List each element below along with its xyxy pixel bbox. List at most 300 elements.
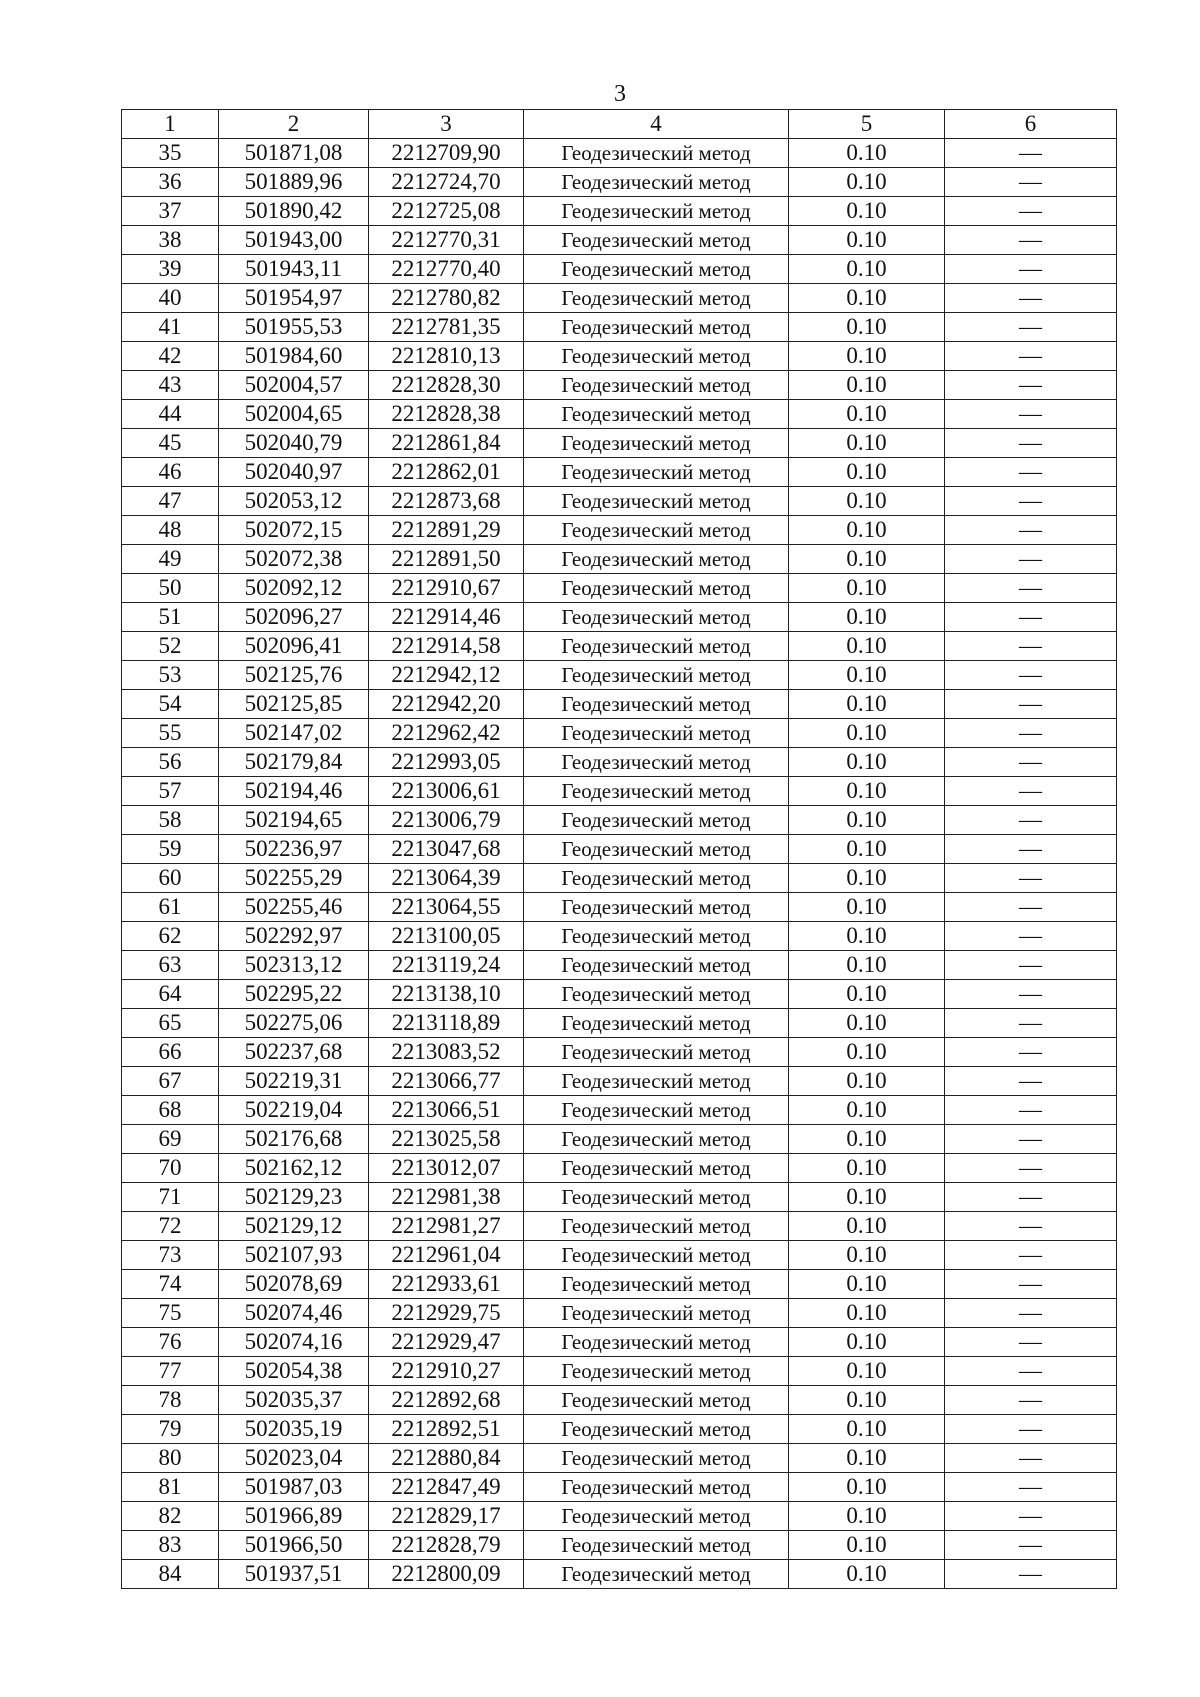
table-row bbox=[122, 1096, 1117, 1125]
cell-accuracy: 0.10 bbox=[789, 748, 945, 777]
cell-description: — bbox=[945, 574, 1117, 603]
cell-coord-x: 502179,84 bbox=[219, 748, 369, 777]
table-row bbox=[122, 574, 1117, 603]
cell-coord-y: 2213006,61 bbox=[369, 777, 524, 806]
cell-accuracy: 0.10 bbox=[789, 951, 945, 980]
cell-method: Геодезический метод bbox=[524, 719, 789, 748]
cell-coord-y: 2212891,50 bbox=[369, 545, 524, 574]
cell-point-number: 43 bbox=[122, 371, 219, 400]
cell-coord-x: 502162,12 bbox=[219, 1154, 369, 1183]
cell-accuracy: 0.10 bbox=[789, 371, 945, 400]
cell-point-number: 77 bbox=[122, 1357, 219, 1386]
header-cell-5: 5 bbox=[789, 110, 945, 139]
cell-description: — bbox=[945, 1241, 1117, 1270]
cell-coord-x: 502023,04 bbox=[219, 1444, 369, 1473]
cell-description: — bbox=[945, 1270, 1117, 1299]
cell-coord-y: 2213006,79 bbox=[369, 806, 524, 835]
table-row bbox=[122, 1415, 1117, 1444]
table-row bbox=[122, 371, 1117, 400]
cell-coord-y: 2212709,90 bbox=[369, 139, 524, 168]
cell-point-number: 53 bbox=[122, 661, 219, 690]
cell-coord-y: 2212862,01 bbox=[369, 458, 524, 487]
table-row bbox=[122, 1154, 1117, 1183]
cell-point-number: 37 bbox=[122, 197, 219, 226]
table-row bbox=[122, 313, 1117, 342]
table-row bbox=[122, 661, 1117, 690]
table-row bbox=[122, 1328, 1117, 1357]
cell-accuracy: 0.10 bbox=[789, 458, 945, 487]
cell-method: Геодезический метод bbox=[524, 1560, 789, 1589]
cell-coord-x: 502219,31 bbox=[219, 1067, 369, 1096]
cell-coord-x: 502236,97 bbox=[219, 835, 369, 864]
cell-accuracy: 0.10 bbox=[789, 719, 945, 748]
cell-accuracy: 0.10 bbox=[789, 661, 945, 690]
table-row bbox=[122, 1009, 1117, 1038]
cell-method: Геодезический метод bbox=[524, 1038, 789, 1067]
cell-point-number: 40 bbox=[122, 284, 219, 313]
table-row bbox=[122, 1038, 1117, 1067]
cell-method: Геодезический метод bbox=[524, 1009, 789, 1038]
cell-accuracy: 0.10 bbox=[789, 864, 945, 893]
table-row bbox=[122, 226, 1117, 255]
cell-point-number: 48 bbox=[122, 516, 219, 545]
cell-description: — bbox=[945, 603, 1117, 632]
cell-coord-x: 501987,03 bbox=[219, 1473, 369, 1502]
cell-point-number: 81 bbox=[122, 1473, 219, 1502]
cell-coord-x: 502275,06 bbox=[219, 1009, 369, 1038]
cell-method: Геодезический метод bbox=[524, 255, 789, 284]
cell-description: — bbox=[945, 1125, 1117, 1154]
cell-coord-x: 502072,15 bbox=[219, 516, 369, 545]
cell-accuracy: 0.10 bbox=[789, 1067, 945, 1096]
table-row bbox=[122, 835, 1117, 864]
cell-coord-x: 502176,68 bbox=[219, 1125, 369, 1154]
cell-description: — bbox=[945, 1357, 1117, 1386]
cell-accuracy: 0.10 bbox=[789, 1183, 945, 1212]
cell-coord-y: 2212781,35 bbox=[369, 313, 524, 342]
cell-method: Геодезический метод bbox=[524, 951, 789, 980]
table-row bbox=[122, 1212, 1117, 1241]
cell-method: Геодезический метод bbox=[524, 690, 789, 719]
cell-accuracy: 0.10 bbox=[789, 806, 945, 835]
cell-method: Геодезический метод bbox=[524, 632, 789, 661]
cell-description: — bbox=[945, 1531, 1117, 1560]
cell-description: — bbox=[945, 255, 1117, 284]
cell-coord-y: 2212891,29 bbox=[369, 516, 524, 545]
cell-coord-y: 2212933,61 bbox=[369, 1270, 524, 1299]
cell-method: Геодезический метод bbox=[524, 516, 789, 545]
table-row bbox=[122, 1270, 1117, 1299]
cell-accuracy: 0.10 bbox=[789, 139, 945, 168]
cell-point-number: 61 bbox=[122, 893, 219, 922]
cell-coord-y: 2212942,20 bbox=[369, 690, 524, 719]
cell-coord-x: 502237,68 bbox=[219, 1038, 369, 1067]
cell-method: Геодезический метод bbox=[524, 168, 789, 197]
table-row bbox=[122, 980, 1117, 1009]
table-row bbox=[122, 951, 1117, 980]
cell-coord-y: 2213012,07 bbox=[369, 1154, 524, 1183]
cell-point-number: 83 bbox=[122, 1531, 219, 1560]
cell-coord-y: 2212892,51 bbox=[369, 1415, 524, 1444]
cell-description: — bbox=[945, 1473, 1117, 1502]
cell-method: Геодезический метод bbox=[524, 806, 789, 835]
table-row bbox=[122, 1444, 1117, 1473]
cell-description: — bbox=[945, 1009, 1117, 1038]
cell-point-number: 70 bbox=[122, 1154, 219, 1183]
cell-coord-x: 502074,16 bbox=[219, 1328, 369, 1357]
cell-coord-y: 2212942,12 bbox=[369, 661, 524, 690]
cell-coord-x: 502194,65 bbox=[219, 806, 369, 835]
cell-description: — bbox=[945, 458, 1117, 487]
cell-method: Геодезический метод bbox=[524, 574, 789, 603]
table-row bbox=[122, 777, 1117, 806]
table-row bbox=[122, 1502, 1117, 1531]
cell-description: — bbox=[945, 1386, 1117, 1415]
table-row bbox=[122, 1560, 1117, 1589]
cell-point-number: 56 bbox=[122, 748, 219, 777]
table-row bbox=[122, 400, 1117, 429]
cell-coord-y: 2212981,27 bbox=[369, 1212, 524, 1241]
cell-coord-x: 501984,60 bbox=[219, 342, 369, 371]
table-row bbox=[122, 690, 1117, 719]
cell-method: Геодезический метод bbox=[524, 197, 789, 226]
page-number: 3 bbox=[614, 81, 626, 107]
cell-point-number: 66 bbox=[122, 1038, 219, 1067]
cell-point-number: 45 bbox=[122, 429, 219, 458]
cell-coord-x: 502092,12 bbox=[219, 574, 369, 603]
cell-point-number: 55 bbox=[122, 719, 219, 748]
cell-coord-x: 501966,89 bbox=[219, 1502, 369, 1531]
cell-accuracy: 0.10 bbox=[789, 922, 945, 951]
cell-coord-y: 2212914,58 bbox=[369, 632, 524, 661]
cell-coord-y: 2213083,52 bbox=[369, 1038, 524, 1067]
cell-coord-y: 2212780,82 bbox=[369, 284, 524, 313]
cell-coord-y: 2212880,84 bbox=[369, 1444, 524, 1473]
cell-accuracy: 0.10 bbox=[789, 487, 945, 516]
cell-description: — bbox=[945, 487, 1117, 516]
cell-method: Геодезический метод bbox=[524, 1502, 789, 1531]
cell-point-number: 76 bbox=[122, 1328, 219, 1357]
cell-point-number: 47 bbox=[122, 487, 219, 516]
cell-method: Геодезический метод bbox=[524, 893, 789, 922]
cell-coord-x: 502040,79 bbox=[219, 429, 369, 458]
cell-accuracy: 0.10 bbox=[789, 1560, 945, 1589]
cell-coord-y: 2212828,79 bbox=[369, 1531, 524, 1560]
table-row bbox=[122, 1299, 1117, 1328]
cell-coord-x: 502072,38 bbox=[219, 545, 369, 574]
cell-description: — bbox=[945, 1212, 1117, 1241]
cell-coord-y: 2212724,70 bbox=[369, 168, 524, 197]
cell-description: — bbox=[945, 516, 1117, 545]
cell-point-number: 46 bbox=[122, 458, 219, 487]
table-row bbox=[122, 1125, 1117, 1154]
cell-coord-x: 501889,96 bbox=[219, 168, 369, 197]
table-row bbox=[122, 893, 1117, 922]
cell-coord-x: 502313,12 bbox=[219, 951, 369, 980]
cell-point-number: 78 bbox=[122, 1386, 219, 1415]
cell-accuracy: 0.10 bbox=[789, 284, 945, 313]
cell-method: Геодезический метод bbox=[524, 1328, 789, 1357]
cell-accuracy: 0.10 bbox=[789, 632, 945, 661]
cell-point-number: 74 bbox=[122, 1270, 219, 1299]
cell-description: — bbox=[945, 400, 1117, 429]
table-row bbox=[122, 516, 1117, 545]
header-cell-1: 1 bbox=[122, 110, 219, 139]
cell-coord-y: 2212910,27 bbox=[369, 1357, 524, 1386]
cell-coord-x: 502129,12 bbox=[219, 1212, 369, 1241]
cell-coord-y: 2212725,08 bbox=[369, 197, 524, 226]
table-row bbox=[122, 255, 1117, 284]
table-row bbox=[122, 922, 1117, 951]
table-row bbox=[122, 603, 1117, 632]
cell-coord-y: 2212892,68 bbox=[369, 1386, 524, 1415]
table-row bbox=[122, 284, 1117, 313]
table-row bbox=[122, 748, 1117, 777]
cell-method: Геодезический метод bbox=[524, 1444, 789, 1473]
cell-description: — bbox=[945, 1560, 1117, 1589]
cell-description: — bbox=[945, 429, 1117, 458]
cell-coord-x: 502096,41 bbox=[219, 632, 369, 661]
cell-accuracy: 0.10 bbox=[789, 1473, 945, 1502]
cell-coord-x: 502004,65 bbox=[219, 400, 369, 429]
cell-coord-x: 502078,69 bbox=[219, 1270, 369, 1299]
cell-point-number: 58 bbox=[122, 806, 219, 835]
cell-coord-x: 502040,97 bbox=[219, 458, 369, 487]
cell-method: Геодезический метод bbox=[524, 748, 789, 777]
cell-method: Геодезический метод bbox=[524, 1212, 789, 1241]
cell-accuracy: 0.10 bbox=[789, 1212, 945, 1241]
coordinates-table bbox=[121, 109, 1117, 1589]
cell-accuracy: 0.10 bbox=[789, 1038, 945, 1067]
cell-method: Геодезический метод bbox=[524, 284, 789, 313]
cell-method: Геодезический метод bbox=[524, 400, 789, 429]
cell-coord-y: 2213138,10 bbox=[369, 980, 524, 1009]
cell-accuracy: 0.10 bbox=[789, 1241, 945, 1270]
cell-point-number: 54 bbox=[122, 690, 219, 719]
table-row bbox=[122, 139, 1117, 168]
cell-method: Геодезический метод bbox=[524, 603, 789, 632]
cell-description: — bbox=[945, 951, 1117, 980]
cell-coord-y: 2213047,68 bbox=[369, 835, 524, 864]
cell-method: Геодезический метод bbox=[524, 980, 789, 1009]
cell-description: — bbox=[945, 284, 1117, 313]
cell-point-number: 36 bbox=[122, 168, 219, 197]
cell-coord-x: 502194,46 bbox=[219, 777, 369, 806]
cell-point-number: 67 bbox=[122, 1067, 219, 1096]
cell-coord-x: 502004,57 bbox=[219, 371, 369, 400]
cell-description: — bbox=[945, 806, 1117, 835]
cell-accuracy: 0.10 bbox=[789, 603, 945, 632]
cell-coord-x: 501955,53 bbox=[219, 313, 369, 342]
cell-point-number: 80 bbox=[122, 1444, 219, 1473]
cell-accuracy: 0.10 bbox=[789, 1154, 945, 1183]
cell-description: — bbox=[945, 835, 1117, 864]
cell-coord-x: 502054,38 bbox=[219, 1357, 369, 1386]
cell-coord-y: 2212962,42 bbox=[369, 719, 524, 748]
cell-coord-y: 2212961,04 bbox=[369, 1241, 524, 1270]
table-row bbox=[122, 1241, 1117, 1270]
cell-description: — bbox=[945, 1154, 1117, 1183]
cell-accuracy: 0.10 bbox=[789, 893, 945, 922]
table-row bbox=[122, 1357, 1117, 1386]
cell-accuracy: 0.10 bbox=[789, 777, 945, 806]
cell-description: — bbox=[945, 748, 1117, 777]
cell-method: Геодезический метод bbox=[524, 777, 789, 806]
cell-coord-x: 502255,29 bbox=[219, 864, 369, 893]
cell-description: — bbox=[945, 1415, 1117, 1444]
cell-method: Геодезический метод bbox=[524, 1154, 789, 1183]
cell-coord-x: 501937,51 bbox=[219, 1560, 369, 1589]
cell-description: — bbox=[945, 980, 1117, 1009]
cell-coord-y: 2212800,09 bbox=[369, 1560, 524, 1589]
table-row bbox=[122, 864, 1117, 893]
cell-coord-y: 2212847,49 bbox=[369, 1473, 524, 1502]
cell-method: Геодезический метод bbox=[524, 487, 789, 516]
cell-description: — bbox=[945, 690, 1117, 719]
cell-method: Геодезический метод bbox=[524, 1386, 789, 1415]
cell-description: — bbox=[945, 922, 1117, 951]
cell-accuracy: 0.10 bbox=[789, 1386, 945, 1415]
cell-coord-y: 2212770,31 bbox=[369, 226, 524, 255]
cell-point-number: 75 bbox=[122, 1299, 219, 1328]
header-cell-6: 6 bbox=[945, 110, 1117, 139]
cell-method: Геодезический метод bbox=[524, 342, 789, 371]
cell-coord-y: 2212981,38 bbox=[369, 1183, 524, 1212]
cell-method: Геодезический метод bbox=[524, 922, 789, 951]
cell-accuracy: 0.10 bbox=[789, 1299, 945, 1328]
table-body bbox=[122, 139, 1117, 1589]
cell-coord-x: 502035,37 bbox=[219, 1386, 369, 1415]
cell-point-number: 82 bbox=[122, 1502, 219, 1531]
cell-method: Геодезический метод bbox=[524, 313, 789, 342]
cell-point-number: 52 bbox=[122, 632, 219, 661]
cell-coord-y: 2212873,68 bbox=[369, 487, 524, 516]
cell-description: — bbox=[945, 226, 1117, 255]
cell-method: Геодезический метод bbox=[524, 1241, 789, 1270]
cell-coord-y: 2213066,77 bbox=[369, 1067, 524, 1096]
table-row bbox=[122, 1386, 1117, 1415]
cell-description: — bbox=[945, 139, 1117, 168]
cell-coord-x: 502147,02 bbox=[219, 719, 369, 748]
cell-coord-y: 2213064,55 bbox=[369, 893, 524, 922]
cell-coord-x: 502107,93 bbox=[219, 1241, 369, 1270]
cell-coord-y: 2212929,47 bbox=[369, 1328, 524, 1357]
cell-coord-x: 501890,42 bbox=[219, 197, 369, 226]
cell-coord-y: 2213066,51 bbox=[369, 1096, 524, 1125]
cell-point-number: 60 bbox=[122, 864, 219, 893]
cell-accuracy: 0.10 bbox=[789, 690, 945, 719]
cell-point-number: 62 bbox=[122, 922, 219, 951]
cell-coord-y: 2213119,24 bbox=[369, 951, 524, 980]
cell-coord-x: 502129,23 bbox=[219, 1183, 369, 1212]
cell-coord-x: 501943,11 bbox=[219, 255, 369, 284]
header-cell-2: 2 bbox=[219, 110, 369, 139]
cell-coord-y: 2212828,30 bbox=[369, 371, 524, 400]
cell-accuracy: 0.10 bbox=[789, 197, 945, 226]
cell-coord-y: 2212993,05 bbox=[369, 748, 524, 777]
cell-description: — bbox=[945, 1096, 1117, 1125]
cell-accuracy: 0.10 bbox=[789, 1444, 945, 1473]
cell-description: — bbox=[945, 1038, 1117, 1067]
cell-accuracy: 0.10 bbox=[789, 1502, 945, 1531]
cell-description: — bbox=[945, 1183, 1117, 1212]
cell-point-number: 72 bbox=[122, 1212, 219, 1241]
cell-accuracy: 0.10 bbox=[789, 168, 945, 197]
cell-description: — bbox=[945, 864, 1117, 893]
cell-coord-y: 2212929,75 bbox=[369, 1299, 524, 1328]
cell-coord-x: 502096,27 bbox=[219, 603, 369, 632]
table-row bbox=[122, 1473, 1117, 1502]
cell-description: — bbox=[945, 168, 1117, 197]
cell-method: Геодезический метод bbox=[524, 1096, 789, 1125]
table-row bbox=[122, 487, 1117, 516]
cell-coord-x: 502219,04 bbox=[219, 1096, 369, 1125]
cell-coord-x: 502125,76 bbox=[219, 661, 369, 690]
cell-point-number: 59 bbox=[122, 835, 219, 864]
cell-coord-y: 2212828,38 bbox=[369, 400, 524, 429]
cell-coord-x: 502295,22 bbox=[219, 980, 369, 1009]
table-row bbox=[122, 1183, 1117, 1212]
cell-point-number: 68 bbox=[122, 1096, 219, 1125]
cell-point-number: 44 bbox=[122, 400, 219, 429]
cell-coord-y: 2212910,67 bbox=[369, 574, 524, 603]
cell-coord-x: 501966,50 bbox=[219, 1531, 369, 1560]
cell-description: — bbox=[945, 1502, 1117, 1531]
cell-accuracy: 0.10 bbox=[789, 980, 945, 1009]
cell-method: Геодезический метод bbox=[524, 1067, 789, 1096]
table-row bbox=[122, 458, 1117, 487]
cell-description: — bbox=[945, 1328, 1117, 1357]
cell-accuracy: 0.10 bbox=[789, 1270, 945, 1299]
cell-point-number: 49 bbox=[122, 545, 219, 574]
cell-coord-y: 2212770,40 bbox=[369, 255, 524, 284]
cell-method: Геодезический метод bbox=[524, 1357, 789, 1386]
cell-method: Геодезический метод bbox=[524, 458, 789, 487]
cell-description: — bbox=[945, 719, 1117, 748]
header-cell-4: 4 bbox=[524, 110, 789, 139]
cell-point-number: 64 bbox=[122, 980, 219, 1009]
cell-point-number: 50 bbox=[122, 574, 219, 603]
cell-point-number: 71 bbox=[122, 1183, 219, 1212]
cell-description: — bbox=[945, 1299, 1117, 1328]
cell-accuracy: 0.10 bbox=[789, 226, 945, 255]
cell-accuracy: 0.10 bbox=[789, 1125, 945, 1154]
cell-point-number: 65 bbox=[122, 1009, 219, 1038]
table-row bbox=[122, 719, 1117, 748]
cell-coord-x: 502074,46 bbox=[219, 1299, 369, 1328]
table-row bbox=[122, 806, 1117, 835]
cell-coord-x: 502053,12 bbox=[219, 487, 369, 516]
cell-coord-x: 502255,46 bbox=[219, 893, 369, 922]
table-row bbox=[122, 342, 1117, 371]
cell-point-number: 42 bbox=[122, 342, 219, 371]
cell-accuracy: 0.10 bbox=[789, 400, 945, 429]
cell-point-number: 39 bbox=[122, 255, 219, 284]
cell-point-number: 63 bbox=[122, 951, 219, 980]
cell-accuracy: 0.10 bbox=[789, 255, 945, 284]
cell-method: Геодезический метод bbox=[524, 1299, 789, 1328]
cell-accuracy: 0.10 bbox=[789, 835, 945, 864]
cell-accuracy: 0.10 bbox=[789, 342, 945, 371]
cell-accuracy: 0.10 bbox=[789, 1415, 945, 1444]
cell-point-number: 79 bbox=[122, 1415, 219, 1444]
cell-method: Геодезический метод bbox=[524, 835, 789, 864]
table-row bbox=[122, 545, 1117, 574]
cell-coord-y: 2213064,39 bbox=[369, 864, 524, 893]
cell-point-number: 41 bbox=[122, 313, 219, 342]
cell-coord-x: 502125,85 bbox=[219, 690, 369, 719]
cell-description: — bbox=[945, 313, 1117, 342]
